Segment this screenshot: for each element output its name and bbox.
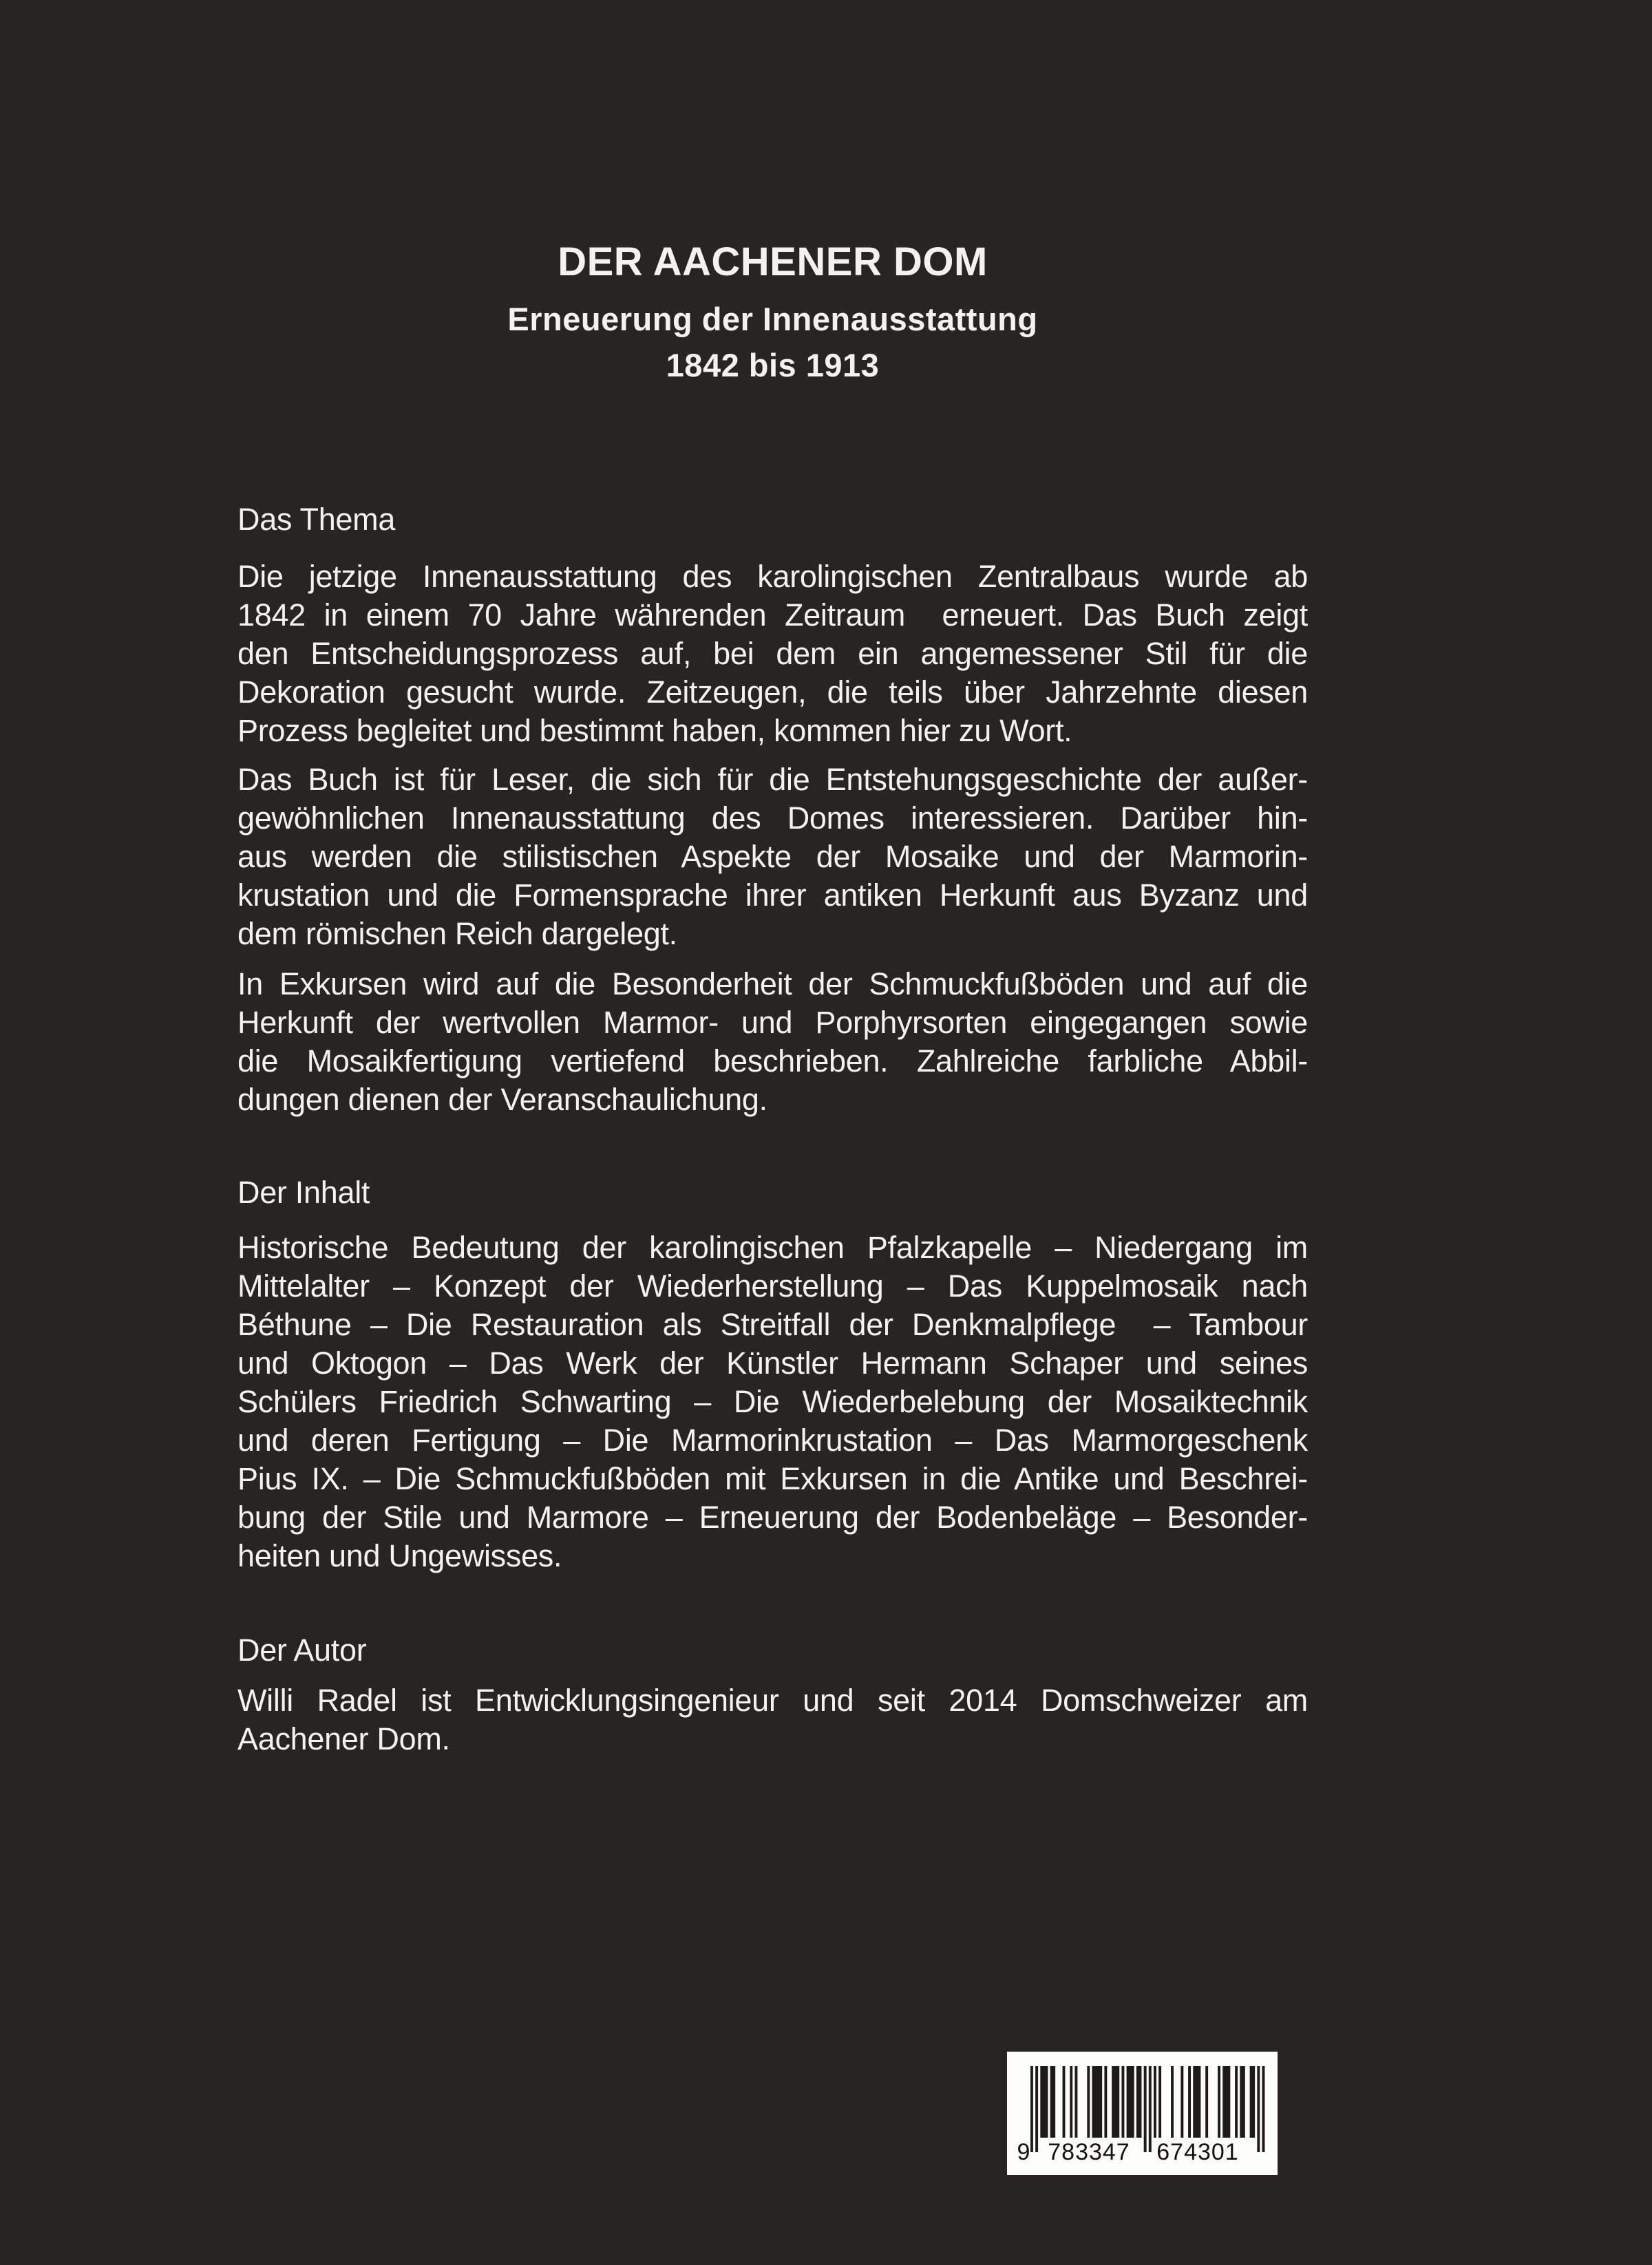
book-dates: 1842 bis 1913 <box>666 347 880 383</box>
barcode-svg <box>1007 2052 1278 2175</box>
text-line: heiten und Ungewisses. <box>237 1538 562 1573</box>
paragraph-thema-1 <box>237 557 1308 750</box>
text-line: Schülers Friedrich Schwarting – Die Wiederbelebung der Mosaiktechnik <box>237 1384 1308 1419</box>
text-line: dungen dienen der Veranschaulichung. <box>237 1082 767 1117</box>
text-line: Aachener Dom. <box>237 1721 450 1756</box>
paragraph-thema-2 <box>237 761 1308 953</box>
text-line: und Oktogon – Das Werk der Künstler Hermann Schaper und seines <box>237 1346 1308 1381</box>
text-line: Willi Radel ist Entwicklungsingenieur und seit 2014 Domschweizer am <box>237 1683 1308 1718</box>
paragraph-thema-3 <box>237 965 1308 1119</box>
text-line: Mittelalter – Konzept der Wiederherstellung – Das Kuppelmosaik nach <box>237 1268 1308 1304</box>
text-line: Das Buch ist für Leser, die sich für die Entstehungsgeschichte der außer- <box>237 762 1308 797</box>
text-line: In Exkursen wird auf die Besonderheit der Schmuckfußböden und auf die <box>237 966 1308 1001</box>
text-line: Prozess begleitet und bestimmt haben, kommen hier zu Wort. <box>237 713 1072 748</box>
text-line: aus werden die stilistischen Aspekte der Mosaike und der Marmorin- <box>237 839 1308 874</box>
book-subtitle: Erneuerung der Innenausstattung <box>507 301 1038 337</box>
paragraph-inhalt <box>237 1229 1308 1575</box>
section-heading-autor: Der Autor <box>237 1633 367 1668</box>
text-line: Dekoration gesucht wurde. Zeitzeugen, die teils über Jahrzehnte diesen <box>237 674 1308 710</box>
isbn-barcode <box>1007 2052 1278 2175</box>
section-heading-thema: Das Thema <box>237 502 396 537</box>
text-line: Die jetzige Innenausstattung des karolingischen Zentralbaus wurde ab <box>237 559 1308 594</box>
text-line: den Entscheidungsprozess auf, bei dem ein angemessener Stil für die <box>237 636 1308 671</box>
book-title: DER AACHENER DOM <box>558 240 988 284</box>
paragraph-autor <box>237 1681 1308 1758</box>
text-line: Historische Bedeutung der karolingischen Pfalzkapelle – Niedergang im <box>237 1230 1308 1265</box>
text-line: und deren Fertigung – Die Marmorinkrustation – Das Marmorgeschenk <box>237 1423 1308 1458</box>
text-line: 1842 in einem 70 Jahre währenden Zeitraum erneuert. Das Buch zeigt <box>237 597 1308 632</box>
text-line: gewöhnlichen Innenausstattung des Domes interessieren. Darüber hin- <box>237 800 1308 836</box>
text-line: die Mosaikfertigung vertiefend beschrieben. Zahlreiche farbliche Abbil- <box>237 1043 1308 1078</box>
svg-text:9: 9 <box>1017 2139 1030 2165</box>
svg-text:674301: 674301 <box>1156 2139 1239 2165</box>
text-line: Béthune – Die Restauration als Streitfall der Denkmalpflege – Tambour <box>237 1307 1308 1342</box>
section-heading-inhalt: Der Inhalt <box>237 1175 370 1210</box>
text-line: krustation und die Formensprache ihrer antiken Herkunft aus Byzanz und <box>237 878 1308 913</box>
svg-text:783347: 783347 <box>1048 2139 1130 2165</box>
text-line: dem römischen Reich dargelegt. <box>237 916 677 951</box>
text-line: Herkunft der wertvollen Marmor- und Porphyrsorten eingegangen sowie <box>237 1005 1308 1040</box>
text-line: Pius IX. – Die Schmuckfußböden mit Exkursen in die Antike und Beschrei- <box>237 1461 1308 1496</box>
text-line: bung der Stile und Marmore – Erneuerung der Bodenbeläge – Besonder- <box>237 1500 1308 1535</box>
